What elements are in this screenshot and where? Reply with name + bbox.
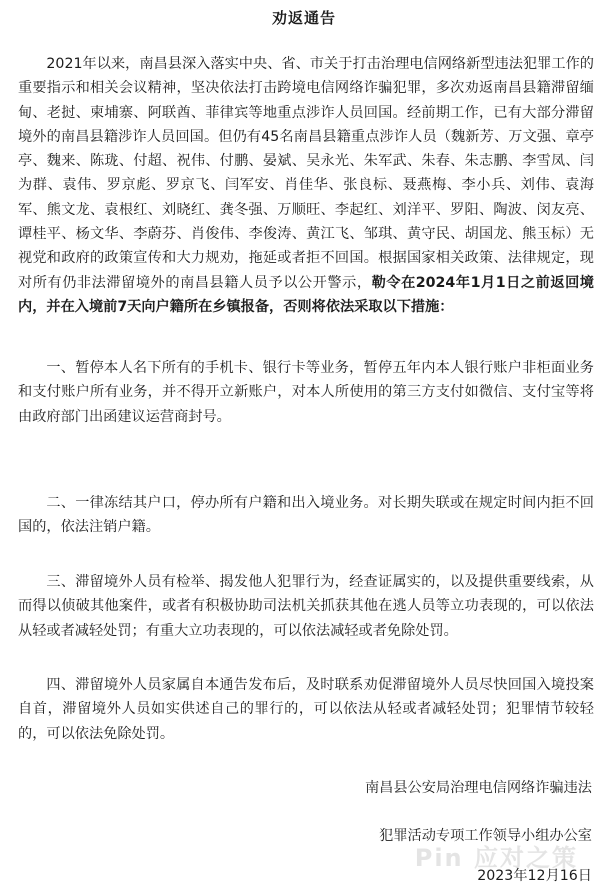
measure-2: 二、一律冻结其户口，停办所有户籍和出入境业务。对长期失联或在规定时间内拒不回国的，依法注销户籍。 <box>18 495 594 536</box>
notice-title: 劝返通告 <box>271 9 336 27</box>
signature-date: 2023年12月16日 <box>477 868 592 884</box>
signature-line-1: 南昌县公安局治理电信网络诈骗违法 <box>364 780 592 796</box>
intro-paragraph <box>18 52 594 319</box>
measure-4: 四、滞留境外人员家属自本通告发布后，及时联系劝促滞留境外人员尽快回国入境投案自首，滞留境外人员如实供述自己的罪行的，可以依法从轻或者减轻处罚；犯罪情节较轻的，可以依法免除处罚。 <box>18 677 594 742</box>
watermark: Pin 应对之策 <box>414 844 578 872</box>
intro-emphasis: 勒令在2024年1月1日之前返回境内，并在入境前7天向户籍所在乡镇报备，否则将依法采取以下措施： <box>18 274 594 315</box>
measure-3: 三、滞留境外人员有检举、揭发他人犯罪行为，经查证属实的，以及提供重要线索，从而得以侦破其他案件，或者有积极协助司法机关抓获其他在逃人员等立功表现的，可以依法从轻或者减轻处罚；有重大立功表现的，可以依法减轻或者免除处罚。 <box>18 574 594 639</box>
intro-text: 2021年以来，南昌县深入落实中央、省、市关于打击治理电信网络新型违法犯罪工作的重要指示和相关会议精神，坚决依法打击跨境电信网络诈骗犯罪，多次劝返南昌县籍滞留缅甸、老挝、柬埔寨、阿联酋、菲律宾等地重点涉诈人员回国。经前期工作，已有大部分滞留境外的南昌县籍涉诈人员回国。但仍有45名南昌县籍重点涉诈人员（魏新芳、万文强、章亭亭、魏来、陈珑、付超、祝伟、付鹏、晏斌、吴永光、朱军武、朱春、朱志鹏、李雪凤、闫为群、袁伟、罗京彪、罗京飞、闫军安、肖佳华、张良标、聂燕梅、李小兵、刘伟、袁海军、熊文龙、袁根红、刘晓红、龚冬强、万顺旺、李起红、刘洋平、罗阳、陶波、闵友亮、谭桂平、杨文华、李蔚芬、肖俊伟、李俊涛、黄江飞、邹琪、黄守民、胡国龙、熊玉标）无视党和政府的政策宣传和大力规劝，拖延或者拒不回国。根据国家相关政策、法律规定，现对所有仍非法滞留境外的南昌县籍人员予以公开警示， <box>18 56 594 291</box>
signature-line-2: 犯罪活动专项工作领导小组办公室 <box>379 828 592 844</box>
measure-1: 一、暂停本人名下所有的手机卡、银行卡等业务，暂停五年内本人银行账户非柜面业务和支付账户所有业务，并不得开立新账户，对本人所使用的第三方支付如微信、支付宝等将由政府部门出函建议运营商封号。 <box>18 360 594 425</box>
